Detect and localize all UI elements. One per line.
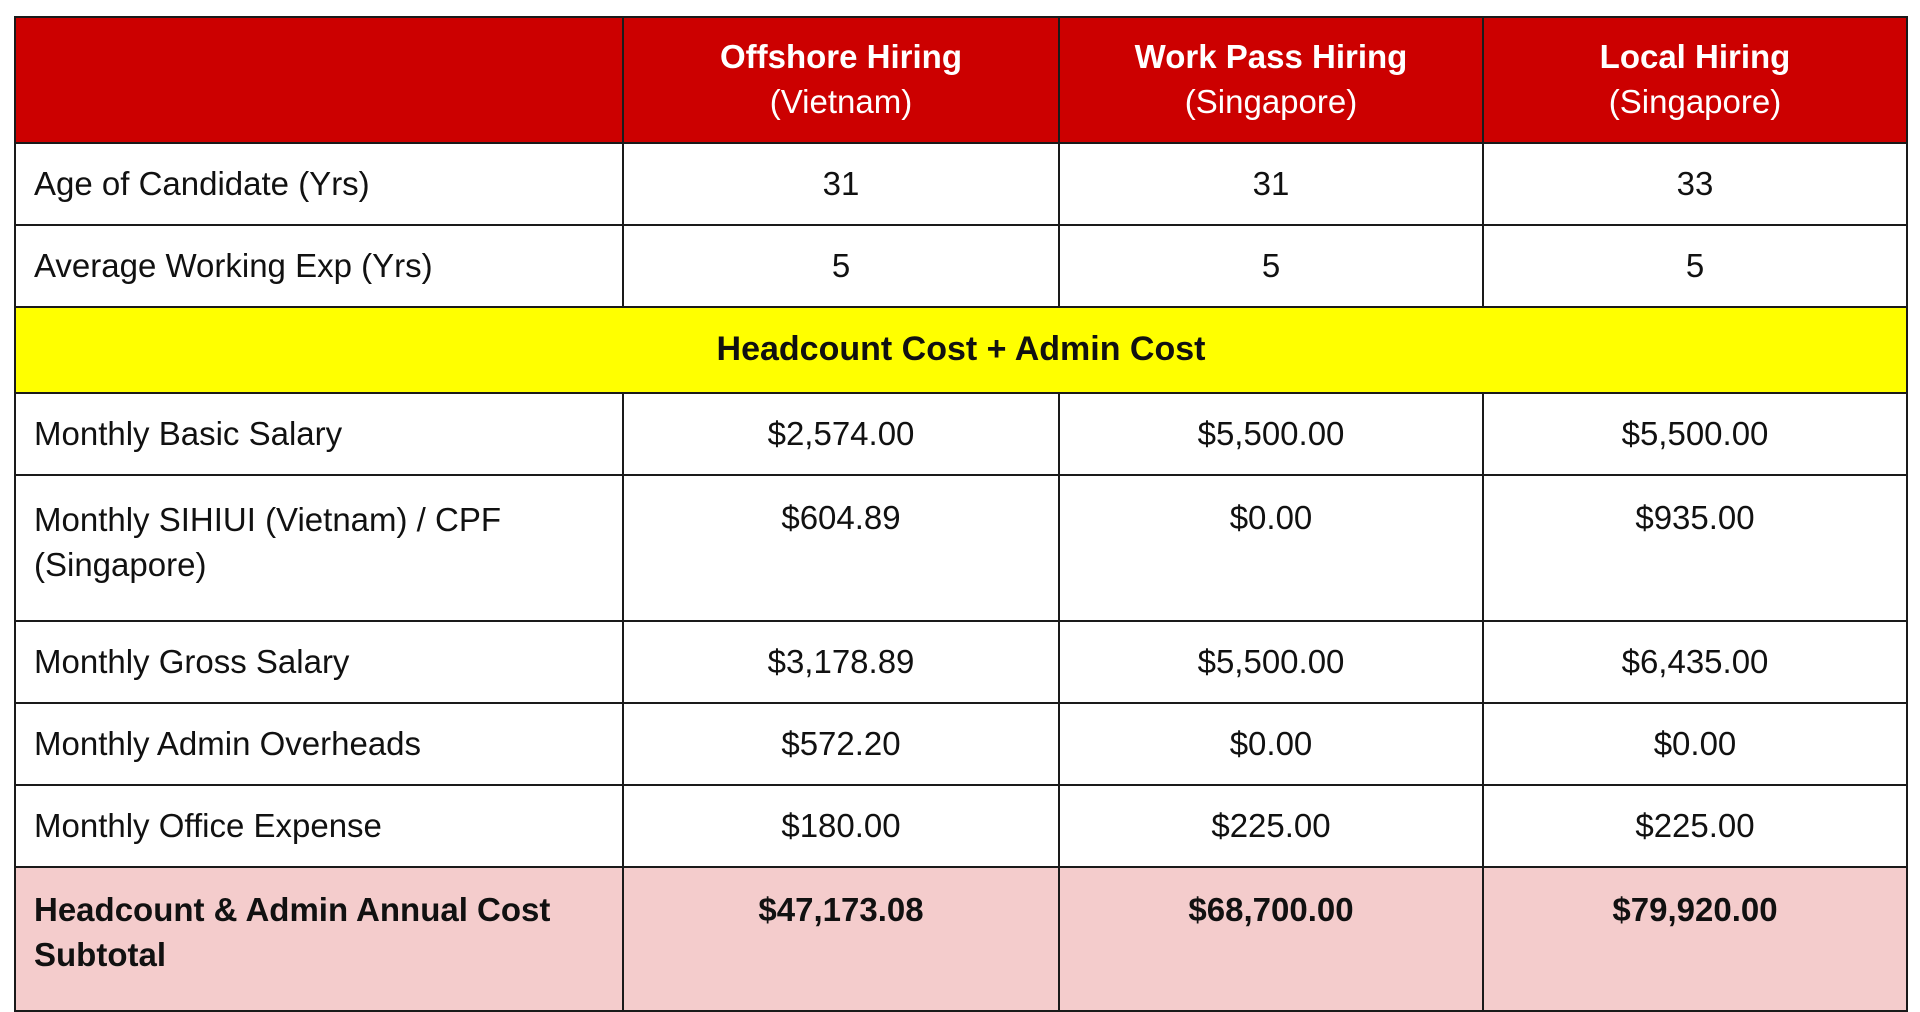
cell-local: $5,500.00 [1483,393,1907,475]
header-empty-cell [15,17,623,143]
table-row-sihiui-cpf [15,475,1907,621]
cell-offshore: $604.89 [623,475,1059,621]
cell-offshore: $2,574.00 [623,393,1059,475]
table-row-age [15,143,1907,225]
cell-work-pass: 31 [1059,143,1483,225]
table-row-basic-salary [15,393,1907,475]
cell-offshore: $180.00 [623,785,1059,867]
cell-offshore: $3,178.89 [623,621,1059,703]
column-title: Offshore Hiring [719,38,962,76]
table-row-office-expense [15,785,1907,867]
header-offshore-hiring [623,17,1059,143]
cell-local: $6,435.00 [1483,621,1907,703]
table-header-row [15,17,1907,143]
row-label: Monthly Gross Salary [15,621,623,703]
row-label: Monthly SIHIUI (Vietnam) / CPF (Singapore) [15,475,623,621]
hiring-cost-comparison-table [14,16,1908,1012]
row-label: Monthly Office Expense [15,785,623,867]
row-label: Age of Candidate (Yrs) [15,143,623,225]
section-title: Headcount Cost + Admin Cost [15,307,1907,393]
column-title: Local Hiring [1599,38,1791,76]
cell-local: $225.00 [1483,785,1907,867]
cell-offshore: $572.20 [623,703,1059,785]
row-label: Monthly Basic Salary [15,393,623,475]
section-header-row [15,307,1907,393]
header-local-hiring [1483,17,1907,143]
row-label: Average Working Exp (Yrs) [15,225,623,307]
column-subtitle: (Vietnam) [769,83,913,120]
column-subtitle: (Singapore) [1608,83,1782,120]
subtotal-work-pass: $68,700.00 [1059,867,1483,1011]
cell-work-pass: $225.00 [1059,785,1483,867]
header-work-pass-hiring [1059,17,1483,143]
cell-work-pass: $0.00 [1059,703,1483,785]
table-row-experience [15,225,1907,307]
subtotal-offshore: $47,173.08 [623,867,1059,1011]
cell-local: $935.00 [1483,475,1907,621]
table-row-gross-salary [15,621,1907,703]
column-title: Work Pass Hiring [1134,38,1408,76]
subtotal-label: Headcount & Admin Annual Cost Subtotal [15,867,623,1011]
table-row-admin-overheads [15,703,1907,785]
cell-work-pass: $0.00 [1059,475,1483,621]
cell-local: 33 [1483,143,1907,225]
cell-offshore: 31 [623,143,1059,225]
cell-work-pass: $5,500.00 [1059,393,1483,475]
column-subtitle: (Singapore) [1184,83,1358,120]
cell-work-pass: 5 [1059,225,1483,307]
subtotal-row [15,867,1907,1011]
cell-local: 5 [1483,225,1907,307]
subtotal-local: $79,920.00 [1483,867,1907,1011]
cell-local: $0.00 [1483,703,1907,785]
cell-offshore: 5 [623,225,1059,307]
row-label: Monthly Admin Overheads [15,703,623,785]
cell-work-pass: $5,500.00 [1059,621,1483,703]
